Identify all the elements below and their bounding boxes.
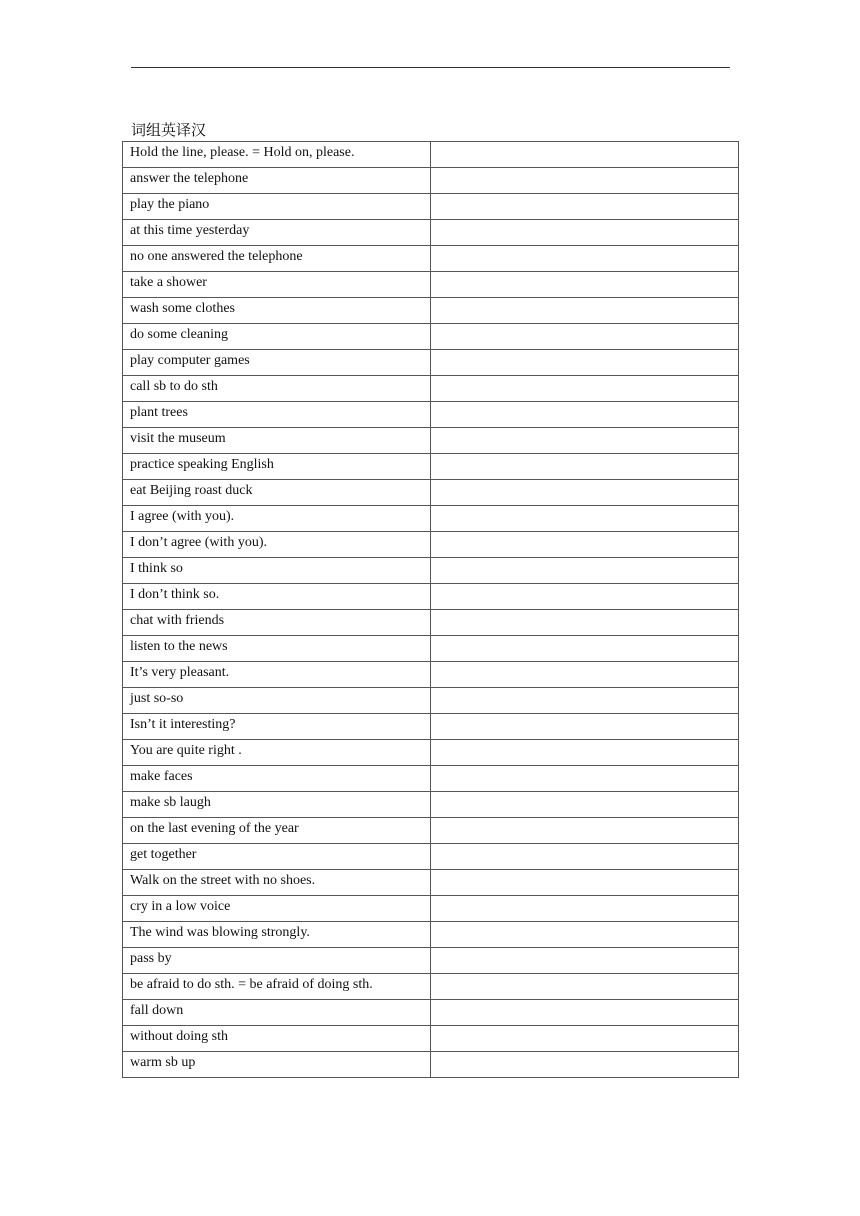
table-row: [123, 246, 739, 272]
phrase-rows: [123, 142, 739, 1078]
table-row: [123, 974, 739, 1000]
table-row: [123, 714, 739, 740]
table-row: [123, 740, 739, 766]
english-phrase-cell: get together: [123, 844, 431, 870]
table-row: [123, 922, 739, 948]
chinese-answer-cell: [431, 584, 739, 610]
english-phrase-cell: no one answered the telephone: [123, 246, 431, 272]
table-row: [123, 688, 739, 714]
section-title: 词组英译汉: [131, 123, 207, 139]
chinese-answer-cell: [431, 246, 739, 272]
table-row: [123, 220, 739, 246]
table-row: [123, 1026, 739, 1052]
chinese-answer-cell: [431, 948, 739, 974]
english-phrase-cell: play computer games: [123, 350, 431, 376]
chinese-answer-cell: [431, 662, 739, 688]
chinese-answer-cell: [431, 1000, 739, 1026]
chinese-answer-cell: [431, 636, 739, 662]
table-row: [123, 272, 739, 298]
table-row: [123, 766, 739, 792]
table-row: [123, 896, 739, 922]
table-row: [123, 532, 739, 558]
english-phrase-cell: call sb to do sth: [123, 376, 431, 402]
chinese-answer-cell: [431, 766, 739, 792]
table-row: [123, 610, 739, 636]
chinese-answer-cell: [431, 142, 739, 168]
table-row: [123, 506, 739, 532]
english-phrase-cell: play the piano: [123, 194, 431, 220]
english-phrase-cell: You are quite right .: [123, 740, 431, 766]
table-row: [123, 870, 739, 896]
chinese-answer-cell: [431, 1052, 739, 1078]
english-phrase-cell: I don’t think so.: [123, 584, 431, 610]
english-phrase-cell: fall down: [123, 1000, 431, 1026]
table-row: [123, 792, 739, 818]
english-phrase-cell: practice speaking English: [123, 454, 431, 480]
chinese-answer-cell: [431, 792, 739, 818]
chinese-answer-cell: [431, 714, 739, 740]
english-phrase-cell: be afraid to do sth. = be afraid of doing sth.: [123, 974, 431, 1000]
english-phrase-cell: The wind was blowing strongly.: [123, 922, 431, 948]
english-phrase-cell: eat Beijing roast duck: [123, 480, 431, 506]
english-phrase-cell: do some cleaning: [123, 324, 431, 350]
english-phrase-cell: make faces: [123, 766, 431, 792]
chinese-answer-cell: [431, 688, 739, 714]
english-phrase-cell: I agree (with you).: [123, 506, 431, 532]
table-row: [123, 142, 739, 168]
chinese-answer-cell: [431, 480, 739, 506]
english-phrase-cell: Hold the line, please. = Hold on, please.: [123, 142, 431, 168]
table-row: [123, 584, 739, 610]
english-phrase-cell: at this time yesterday: [123, 220, 431, 246]
table-row: [123, 818, 739, 844]
english-phrase-cell: chat with friends: [123, 610, 431, 636]
chinese-answer-cell: [431, 818, 739, 844]
chinese-answer-cell: [431, 922, 739, 948]
english-phrase-cell: warm sb up: [123, 1052, 431, 1078]
english-phrase-cell: plant trees: [123, 402, 431, 428]
chinese-answer-cell: [431, 740, 739, 766]
chinese-answer-cell: [431, 350, 739, 376]
phrase-translation-table: [122, 141, 739, 1078]
english-phrase-cell: listen to the news: [123, 636, 431, 662]
chinese-answer-cell: [431, 168, 739, 194]
table-row: [123, 558, 739, 584]
chinese-answer-cell: [431, 974, 739, 1000]
chinese-answer-cell: [431, 324, 739, 350]
english-phrase-cell: just so-so: [123, 688, 431, 714]
english-phrase-cell: I think so: [123, 558, 431, 584]
table-row: [123, 1052, 739, 1078]
table-row: [123, 662, 739, 688]
chinese-answer-cell: [431, 1026, 739, 1052]
table-row: [123, 454, 739, 480]
english-phrase-cell: pass by: [123, 948, 431, 974]
english-phrase-cell: cry in a low voice: [123, 896, 431, 922]
english-phrase-cell: Isn’t it interesting?: [123, 714, 431, 740]
chinese-answer-cell: [431, 376, 739, 402]
english-phrase-cell: on the last evening of the year: [123, 818, 431, 844]
chinese-answer-cell: [431, 298, 739, 324]
table-row: [123, 324, 739, 350]
english-phrase-cell: make sb laugh: [123, 792, 431, 818]
english-phrase-cell: Walk on the street with no shoes.: [123, 870, 431, 896]
chinese-answer-cell: [431, 220, 739, 246]
chinese-answer-cell: [431, 506, 739, 532]
table-row: [123, 636, 739, 662]
table-row: [123, 428, 739, 454]
header-rule: [131, 67, 730, 68]
chinese-answer-cell: [431, 610, 739, 636]
chinese-answer-cell: [431, 870, 739, 896]
table-row: [123, 350, 739, 376]
english-phrase-cell: visit the museum: [123, 428, 431, 454]
chinese-answer-cell: [431, 532, 739, 558]
table-row: [123, 402, 739, 428]
english-phrase-cell: without doing sth: [123, 1026, 431, 1052]
table-row: [123, 168, 739, 194]
english-phrase-cell: It’s very pleasant.: [123, 662, 431, 688]
table-row: [123, 844, 739, 870]
english-phrase-cell: take a shower: [123, 272, 431, 298]
table-row: [123, 298, 739, 324]
chinese-answer-cell: [431, 428, 739, 454]
chinese-answer-cell: [431, 558, 739, 584]
chinese-answer-cell: [431, 454, 739, 480]
table-row: [123, 480, 739, 506]
table-row: [123, 1000, 739, 1026]
table-row: [123, 948, 739, 974]
english-phrase-cell: wash some clothes: [123, 298, 431, 324]
chinese-answer-cell: [431, 844, 739, 870]
english-phrase-cell: I don’t agree (with you).: [123, 532, 431, 558]
chinese-answer-cell: [431, 896, 739, 922]
english-phrase-cell: answer the telephone: [123, 168, 431, 194]
table-row: [123, 376, 739, 402]
chinese-answer-cell: [431, 194, 739, 220]
chinese-answer-cell: [431, 402, 739, 428]
chinese-answer-cell: [431, 272, 739, 298]
table-row: [123, 194, 739, 220]
